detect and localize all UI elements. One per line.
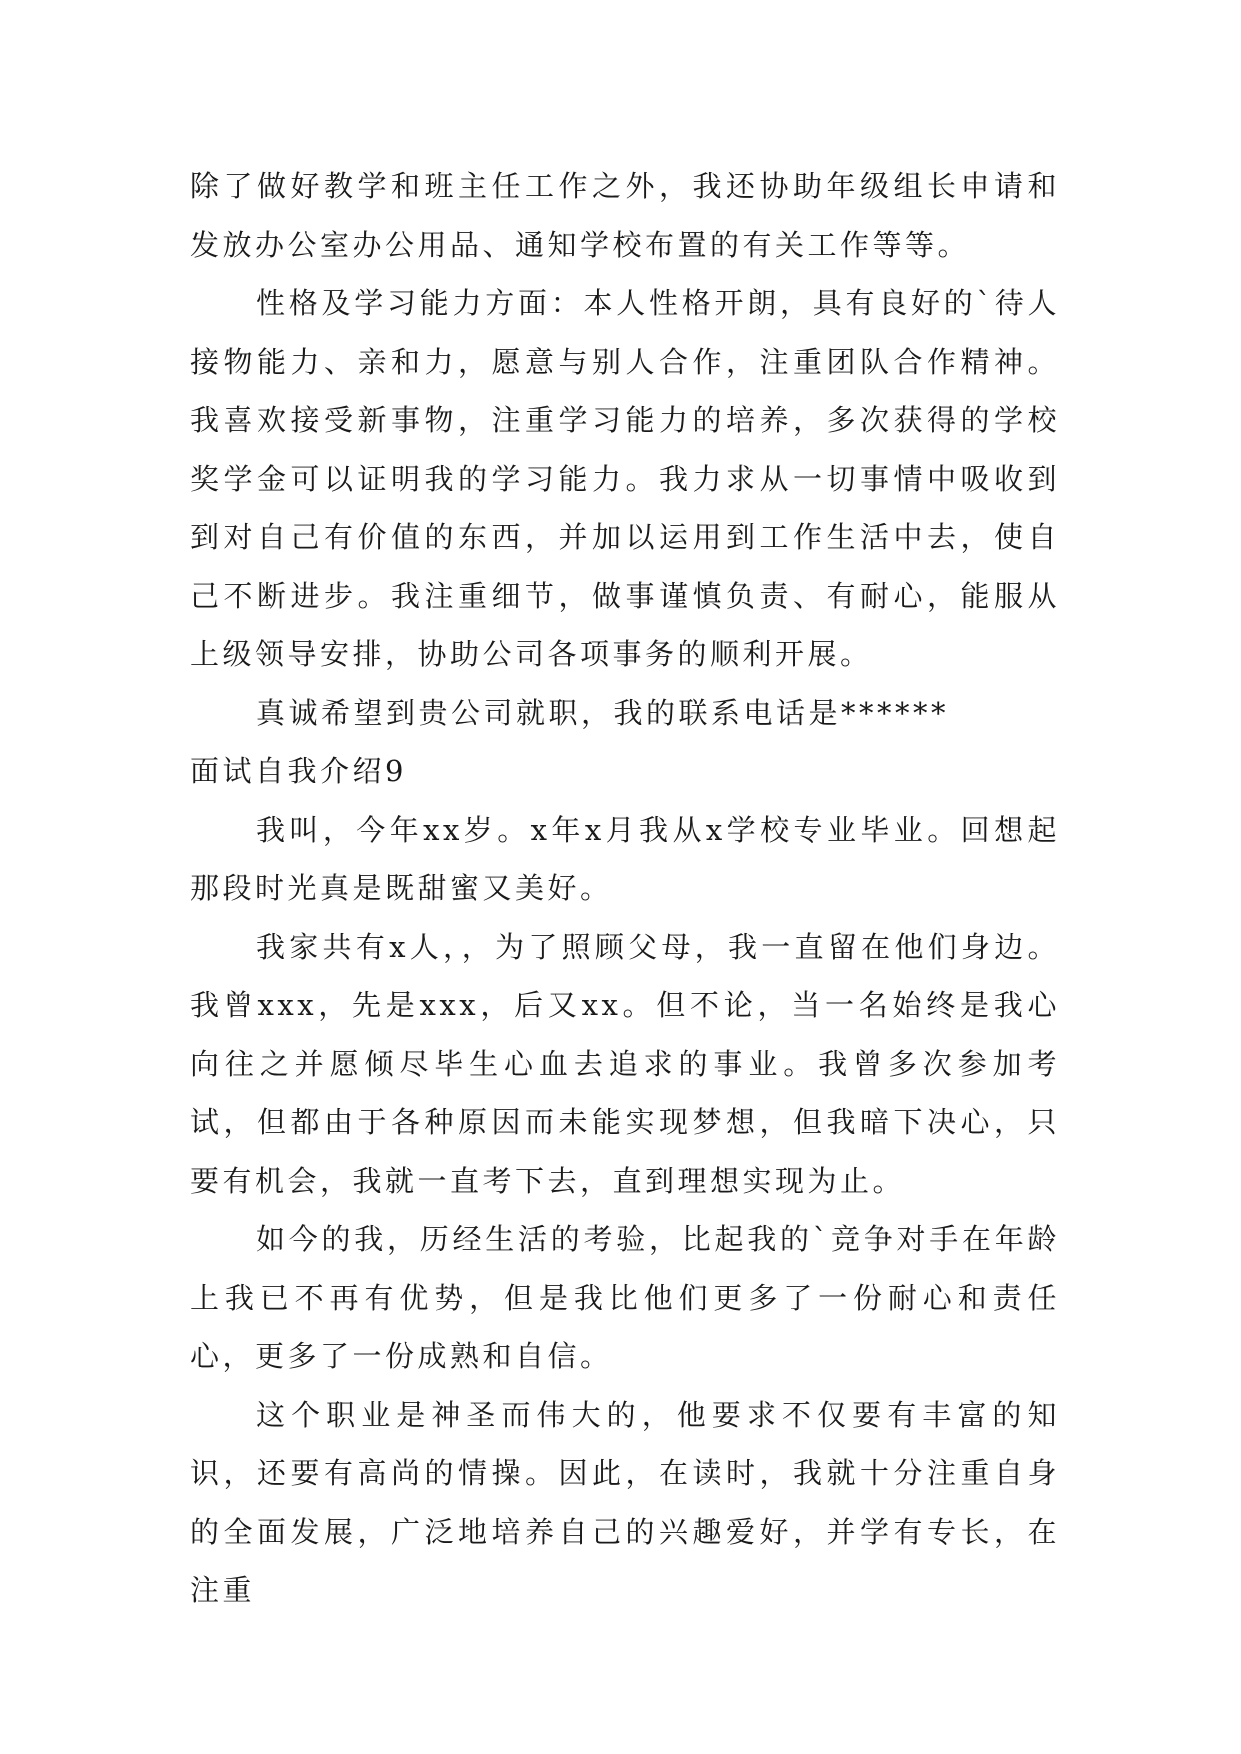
paragraph-family: 我家共有x人，，为了照顾父母，我一直留在他们身边。我曾xxx，先是xxx，后又xx。但不论，当一名始终是我心向往之并愿倾尽毕生心血去追求的事业。我曾多次参加考试，但都由于各种原因而未能实现梦想，但我暗下决心，只要有机会，我就一直考下去，直到理想实现为止。: [190, 929, 1060, 1198]
paragraph-intro: 我叫，今年xx岁。x年x月我从x学校专业毕业。回想起那段时光真是既甜蜜又美好。: [190, 812, 1060, 905]
paragraph-contact: 真诚希望到贵公司就职，我的联系电话是******: [256, 695, 950, 730]
paragraph-now: 如今的我，历经生活的考验，比起我的`竞争对手在年龄上我已不再有优势，但是我比他们更多了一份耐心和责任心，更多了一份成熟和自信。: [190, 1222, 1060, 1373]
paragraph-duties: 除了做好教学和班主任工作之外，我还协助年级组长申请和发放办公室办公用品、通知学校布置的有关工作等等。: [190, 169, 1060, 262]
document-body: [190, 157, 1060, 1620]
section-heading: 面试自我介绍9: [190, 754, 407, 788]
paragraph-career: 这个职业是神圣而伟大的，他要求不仅要有丰富的知识，还要有高尚的情操。因此，在读时，我就十分注重自身的全面发展，广泛地培养自己的兴趣爱好，并学有专长，在注重: [190, 1397, 1060, 1607]
paragraph-personality: 性格及学习能力方面：本人性格开朗，具有良好的`待人接物能力、亲和力，愿意与别人合作，注重团队合作精神。我喜欢接受新事物，注重学习能力的培养，多次获得的学校奖学金可以证明我的学习能力。我力求从一切事情中吸收到到对自己有价值的东西，并加以运用到工作生活中去，使自己不断进步。我注重细节，做事谨慎负责、有耐心，能服从上级领导安排，协助公司各项事务的顺利开展。: [190, 286, 1060, 671]
